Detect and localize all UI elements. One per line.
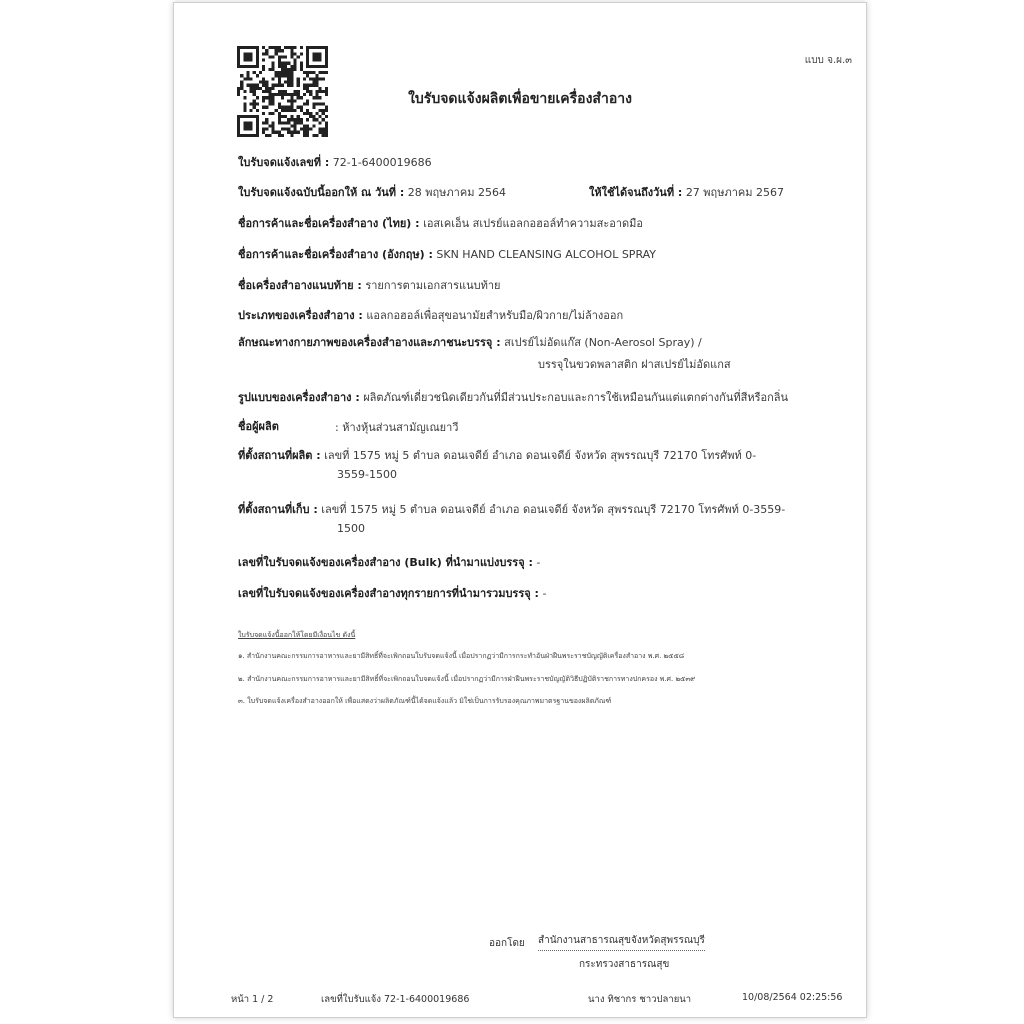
field-category: ประเภทของเครื่องสำอาง : แอลกอฮอล์เพื่อสุขอนามัยสำหรับมือ/ผิวกาย/ไม่ล้างออก bbox=[238, 309, 624, 322]
issuer-label: ออกโดย bbox=[489, 938, 525, 949]
field-bulk-no: เลขที่ใบรับจดแจ้งของเครื่องสำอาง (Bulk) ที่นำมาแบ่งบรรจุ : - bbox=[238, 556, 541, 569]
notes-title: ใบรับจดแจ้งนี้ออกให้โดยมีเงื่อนไข ดังนี้ bbox=[238, 631, 356, 639]
field-annex-name: ชื่อเครื่องสำอางแนบท้าย : รายการตามเอกสารแนบท้าย bbox=[238, 279, 501, 292]
field-issue-date: ใบรับจดแจ้งฉบับนี้ออกให้ ณ วันที่ : 28 พฤษภาคม 2564 bbox=[238, 186, 506, 199]
field-trade-name-en: ชื่อการค้าและชื่อเครื่องสำอาง (อังกฤษ) : SKN HAND CLEANSING ALCOHOL SPRAY bbox=[238, 248, 657, 261]
issuer-name: สำนักงานสาธารณสุขจังหวัดสุพรรณบุรี bbox=[538, 933, 705, 951]
field-format: รูปแบบของเครื่องสำอาง : ผลิตภัณฑ์เดี่ยวชนิดเดียวกันที่มีส่วนประกอบและการใช้เหมือนกันแต่แตกต่างกันที่สีหรือกลิ่น bbox=[238, 391, 789, 404]
field-valid-until: ให้ใช้ได้จนถึงวันที่ : 27 พฤษภาคม 2567 bbox=[589, 186, 784, 199]
field-mfg-address: ที่ตั้งสถานที่ผลิต : เลขที่ 1575 หมู่ 5 ตำบล ดอนเจดีย์ อำเภอ ดอนเจดีย์ จังหวัด สุพรรณบุรี 72170 โทรศัพท์ 0- bbox=[238, 449, 757, 462]
timestamp: 10/08/2564 02:25:56 bbox=[742, 992, 843, 1003]
footer-ref: เลขที่ใบรับแจ้ง 72-1-6400019686 bbox=[321, 994, 470, 1005]
document-title: ใบรับจดแจ้งผลิตเพื่อขายเครื่องสำอาง bbox=[408, 91, 632, 107]
issuer-ministry: กระทรวงสาธารณสุข bbox=[579, 959, 670, 970]
officer-name: นาง ทิชากร ชาวปลายนา bbox=[588, 994, 692, 1005]
field-manufacturer: ชื่อผู้ผลิต bbox=[238, 420, 279, 433]
field-trade-name-th: ชื่อการค้าและชื่อเครื่องสำอาง (ไทย) : เอสเคเอ็น สเปรย์แอลกอฮอล์ทำความสะอาดมือ bbox=[238, 217, 644, 230]
page-number: หน้า 1 / 2 bbox=[231, 994, 274, 1005]
note-item: ๒. สำนักงานคณะกรรมการอาหารและยามีสิทธิ์ที่จะเพิกถอนใบจดแจ้งนี้ เมื่อปรากฏว่ามีการฝ่าฝืนพระราชบัญญัติวิธีปฏิบัติราชการทางปกครอง พ.ศ. ๒๕๓๙ bbox=[238, 675, 696, 683]
field-physical-cont: บรรจุในขวดพลาสติก ฝาสเปรย์ไม่อัดแกส bbox=[538, 358, 731, 371]
field-combo-no: เลขที่ใบรับจดแจ้งของเครื่องสำอางทุกรายการที่นำมารวมบรรจุ : - bbox=[238, 587, 547, 600]
field-manufacturer-value: : ห้างหุ้นส่วนสามัญเณยาวี bbox=[335, 421, 459, 434]
document-page bbox=[173, 2, 867, 1018]
form-code: แบบ จ.ผ.๓ bbox=[804, 55, 852, 66]
note-item: ๑. สำนักงานคณะกรรมการอาหารและยามีสิทธิ์ที่จะเพิกถอนใบรับจดแจ้งนี้ เมื่อปรากฏว่ามีการกระทำอันฝ่าฝืนพระราชบัญญัติเครื่องสำอาง พ.ศ. ๒๕๕๘ bbox=[238, 652, 685, 660]
field-notification-no: ใบรับจดแจ้งเลขที่ : 72-1-6400019686 bbox=[238, 156, 432, 169]
field-storage-address-cont: 1500 bbox=[337, 522, 365, 535]
field-mfg-address-cont: 3559-1500 bbox=[337, 468, 397, 481]
field-physical: ลักษณะทางกายภาพของเครื่องสำอางและภาชนะบรรจุ : สเปรย์ไม่อัดแก๊ส (Non-Aerosol Spray) / bbox=[238, 336, 702, 349]
field-storage-address: ที่ตั้งสถานที่เก็บ : เลขที่ 1575 หมู่ 5 ตำบล ดอนเจดีย์ อำเภอ ดอนเจดีย์ จังหวัด สุพรรณบุรี 72170 โทรศัพท์ 0-3559- bbox=[238, 503, 786, 516]
note-item: ๓. ใบรับจดแจ้งเครื่องสำอางออกให้ เพื่อแสดงว่าผลิตภัณฑ์นี้ได้จดแจ้งแล้ว มิใช่เป็นการรับรองคุณภาพมาตรฐานของผลิตภัณฑ์ bbox=[238, 697, 612, 705]
